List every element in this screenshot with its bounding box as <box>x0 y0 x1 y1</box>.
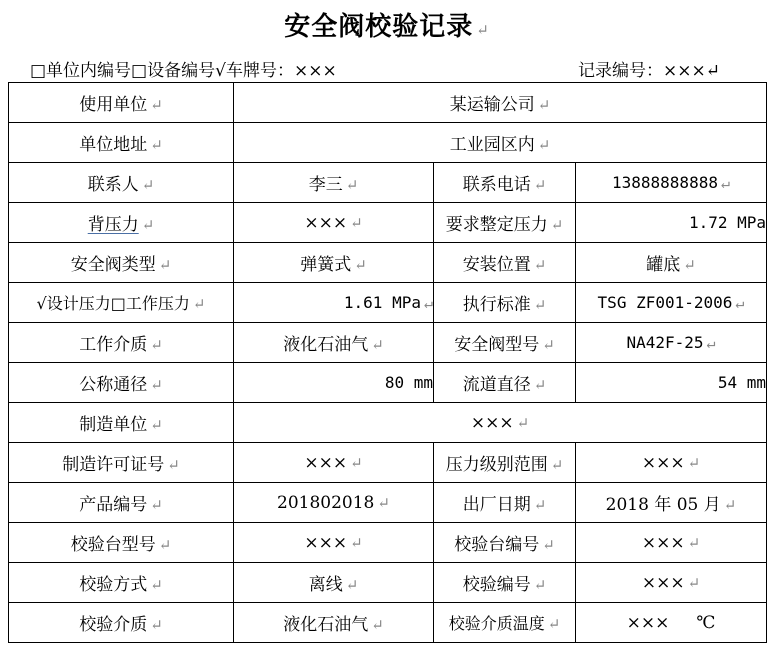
label-cell: 压力级别范围 ↵ <box>434 443 576 483</box>
value-cell: 1.61 MPa ↵ <box>234 283 434 323</box>
label-cell: 联系电话 ↵ <box>434 163 576 203</box>
label-cell: √设计压力□工作压力 ↵ <box>9 283 234 323</box>
label-cell: 流道直径 ↵ <box>434 363 576 403</box>
value-cell: 罐底 ↵ <box>576 243 767 283</box>
table-row <box>9 163 767 203</box>
unit-label: ℃ <box>696 612 716 633</box>
table-row <box>9 243 767 283</box>
record-number: 记录编号：×××↵ <box>578 61 720 81</box>
title-text: 安全阀校验记录 <box>284 12 474 42</box>
value-cell: 54 mm <box>576 363 767 403</box>
value-cell: 液化石油气 ↵ <box>234 323 434 363</box>
value-cell: 201802018 ↵ <box>234 483 434 523</box>
value-cell: 弹簧式 ↵ <box>234 243 434 283</box>
value-cell: 液化石油气 ↵ <box>234 603 434 643</box>
value-cell: ××× ↵ <box>576 523 767 563</box>
label-cell: 工作介质 ↵ <box>9 323 234 363</box>
label-cell: 安装位置 ↵ <box>434 243 576 283</box>
value-cell: 2018 年 05 月 ↵ <box>576 483 767 523</box>
record-table <box>8 82 767 643</box>
table-row <box>9 483 767 523</box>
table-row <box>9 523 767 563</box>
label-cell: 校验介质 ↵ <box>9 603 234 643</box>
label-cell: 安全阀型号 ↵ <box>434 323 576 363</box>
label-cell: 执行标准 ↵ <box>434 283 576 323</box>
table-row <box>9 443 767 483</box>
label-cell: 安全阀类型 ↵ <box>9 243 234 283</box>
table-row <box>9 83 767 123</box>
value-cell: ××× ↵ <box>576 443 767 483</box>
label-cell: 制造单位 ↵ <box>9 403 234 443</box>
label-cell: 公称通径 ↵ <box>9 363 234 403</box>
value-cell: ××× ℃ <box>576 603 767 643</box>
table-row <box>9 123 767 163</box>
value-cell: 某运输公司 ↵ <box>234 83 767 123</box>
value-cell: 1.72 MPa <box>576 203 767 243</box>
label-cell: 校验方式 ↵ <box>9 563 234 603</box>
table-row <box>9 563 767 603</box>
label-cell: 校验编号 ↵ <box>434 563 576 603</box>
table-row <box>9 363 767 403</box>
table-row <box>9 323 767 363</box>
label-cell: 联系人 ↵ <box>9 163 234 203</box>
value-cell: 80 mm <box>234 363 434 403</box>
label-cell: 背压力 ↵ <box>9 203 234 243</box>
table-row <box>9 203 767 243</box>
value-cell: ××× ↵ <box>234 443 434 483</box>
label-cell: 制造许可证号 ↵ <box>9 443 234 483</box>
value-cell: NA42F-25 ↵ <box>576 323 767 363</box>
value-cell: ××× ↵ <box>234 203 434 243</box>
table-row <box>9 403 767 443</box>
label-cell: 校验台编号 ↵ <box>434 523 576 563</box>
label-cell: 使用单位 ↵ <box>9 83 234 123</box>
value-cell: 工业园区内 ↵ <box>234 123 767 163</box>
paragraph-mark: ↵ <box>476 21 490 39</box>
value-cell: ××× ↵ <box>234 403 767 443</box>
label-cell: 产品编号 ↵ <box>9 483 234 523</box>
label-cell: 校验台型号 ↵ <box>9 523 234 563</box>
value-cell: 李三 ↵ <box>234 163 434 203</box>
label-cell: 出厂日期 ↵ <box>434 483 576 523</box>
value-cell: 13888888888 ↵ <box>576 163 767 203</box>
label-cell: 校验介质温度 ↵ <box>434 603 576 643</box>
value-cell: 离线 ↵ <box>234 563 434 603</box>
value-cell: ××× ↵ <box>576 563 767 603</box>
table-row <box>9 603 767 643</box>
value-cell: TSG ZF001-2006 ↵ <box>576 283 767 323</box>
document-title <box>0 6 774 43</box>
value-cell: ××× ↵ <box>234 523 434 563</box>
table-row <box>9 283 767 323</box>
label-cell: 要求整定压力 ↵ <box>434 203 576 243</box>
identifier-line: □单位内编号□设备编号√车牌号：××× <box>30 61 337 81</box>
label-cell: 单位地址 ↵ <box>9 123 234 163</box>
